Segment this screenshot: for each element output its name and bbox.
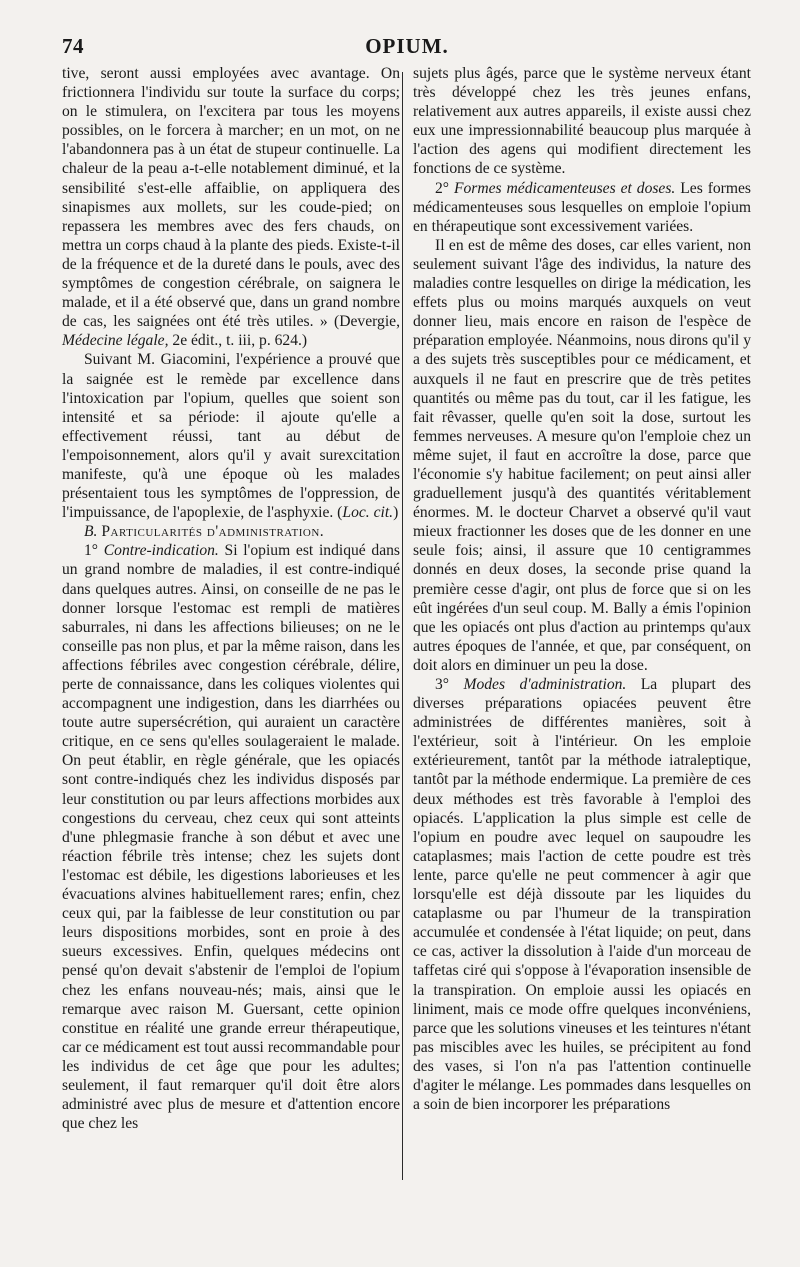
paragraph-contre-indication: 1° Contre-indication. Si l'opium est indiqué dans un grand nombre de maladies, il est contre-indiqué dans quelques autres. Ainsi, on conseille de ne pas le donner lorsque l'estomac est rempli de matières saburrales, ni dans les affections bilieuses; on ne le conseille pas non plus, et par la même raison, dans les affections fébriles avec congestion cérébrale, délire, perte de connaissance, dans les coliques violentes qui accompagnent une indigestion, dans les diarrhées ou toute autre supersécrétion, qui auraient un caractère critique, en ce sens qu'elles soulageraient le malade. On peut établir, en règle générale, que les opiacés sont contre-indiqués chez les individus disposés par leur constitution ou par leurs affections morbides aux congestions du cerveau, chez ceux qui sont atteints d'une phlegmasie franche à son début et avec une réaction fébrile très intense; chez les sujets dont l'estomac est débile, les digestions laborieuses et les évacuations alvines habituellement rares; enfin, chez ceux qui, par la faiblesse de leur constitution ou par leurs dispositions morbides, sont en proie à des sueurs excessives. Enfin, quelques médecins ont pensé qu'on devait s'abstenir de l'emploi de l'opium chez les enfans nouveau-nés; mais, ainsi que le remarque avec raison M. Guersant, cette opinion constitue en réalité une grande erreur thérapeutique, car ce médicament est tout aussi recommandable pour les individus de cet âge que pour les adultes; seulement, il faut remarquer qu'il doit être alors administré avec plus de mesure et d'attention encore que chez les — [62, 542, 400, 1133]
subsection-title-modes: Modes d'administration. — [463, 676, 627, 693]
subsection-number: 3° — [435, 676, 450, 693]
paragraph-formes: 2° Formes médicamenteuses et doses. Les formes médicamenteuses sous lesquelles on emploie l'opium en thérapeutique sont excessivement variées. — [413, 179, 751, 235]
left-column — [62, 64, 400, 1133]
subsection-number: 1° — [84, 542, 99, 560]
section-b-title: Particularités d'administration. — [101, 523, 325, 541]
section-b-heading: B. Particularités d'administration. — [84, 523, 325, 541]
column-divider — [402, 72, 403, 1180]
citation-medecine-legale: Médecine légale, — [62, 332, 169, 350]
paragraph-continued: tive, seront aussi employées avec avantage. On frictionnera l'individu sur toute la surface du corps; on le stimulera, on l'excitera par tous les moyens possibles, on le forcera à marcher; en un mot, on ne l'abandonnera pas à un état de stupeur continuelle. La chaleur de la peau a-t-elle notablement diminué, et la sensibilité s'est-elle affaiblie, on appliquera des sinapismes aux mollets, sur les coude-pied; on repassera les membres avec des fers chauds, on mettra un corps chaud à la plante des pieds. Existe-t-il de la fréquence et de la dureté dans le pouls, avec des symptômes de congestion cérébrale, on saignera le malade, et il a été observé que, dans un grand nombre de cas, les saignées ont été très utiles. » (Devergie, Médecine légale, 2e édit., t. iii, p. 624.) — [62, 65, 400, 350]
paragraph-continued-right: sujets plus âgés, parce que le système nerveux étant très développé chez les très jeunes enfans, relativement aux autres appareils, il existe aussi chez eux une impressionnabilité beaucoup plus marquée à l'action des agens qui modifient directement les fonctions de ce système. — [413, 65, 751, 178]
subsection-title-contre-indication: Contre-indication. — [103, 542, 219, 560]
paragraph-giacomini: Suivant M. Giacomini, l'expérience a prouvé que la saignée est le remède par excellence dans l'intoxication par l'opium, quelles que soient son intensité et sa période: il ajoute qu'elle a effectivement réussi, tant au début de l'empoisonnement, alors qu'il y avait surexcitation manifeste, qu'à une époque où les malades présentaient tous les symptômes de l'oppression, de l'impuissance, de l'apoplexie, de l'asphyxie. (Loc. cit.) — [62, 351, 400, 522]
running-title: OPIUM. — [365, 34, 449, 58]
subsection-number: 2° — [435, 179, 450, 197]
paragraph-modes: 3° Modes d'administration. La plupart des diverses préparations opiacées peuvent être administrées de différentes manières, soit à l'extérieur, soit à l'intérieur. On les emploie extérieurement, tantôt par la méthode iatraleptique, tantôt par la méthode endermique. La première de ces deux méthodes est très favorable à l'emploi des opiacés. L'application la plus simple est celle de l'opium en poudre avec lequel on saupoudre les cataplasmes; mais l'action de cette poudre est très lente, parce qu'elle ne peut commencer à agir que lorsqu'elle est déjà dissoute par les liquides du cataplasme ou par l'humeur de la transpiration accumulée et condensée à l'état liquide; on peut, dans ce cas, activer la dissolution à l'aide d'un morceau de taffetas ciré qui s'oppose à l'évaporation insensible de la transpiration. On emploie aussi les opiacés en liniment, mais ce mode offre quelques inconvéniens, parce que les solutions vineuses et les teintures n'étant pas miscibles avec les huiles, se précipitent au fond des vases, si l'on n'a pas l'attention continuelle d'agiter le mélange. Les pommades dans lesquelles on a soin de bien incorporer les préparations — [413, 676, 751, 1114]
page-number: 74 — [62, 34, 84, 58]
citation-loc-cit: Loc. cit. — [342, 504, 394, 522]
paragraph-doses: Il en est de même des doses, car elles varient, non seulement suivant l'âge des individus, la nature des maladies contre lesquelles on dirige la médication, les effets plus ou moins marqués auxquels on veut donner lieu, mais encore en raison de l'espèce de préparation employée. Néanmoins, nous dirons qu'il y a des sujets très susceptibles pour ce médicament, et auxquels il ne faut en prescrire que de très petites quantités ou même pas du tout, car il les fatigue, les fait rêvasser, quelle qu'en soit la dose, surtout les femmes nerveuses. A mesure qu'on l'emploie chez un même sujet, il faut en accroître la dose, parce que l'économie s'y habitue facilement; on peut ainsi aller graduellement jusqu'à des quantités véritablement énormes. M. le docteur Charvet a observé qu'il vaut mieux fractionner les doses que de les donner en une seule fois; ainsi, il assure que 10 centigrammes donnés en deux doses, la seconde prise quand la première cesse d'agir, ont plus de force que si on les eût ingérées d'un seul coup. M. Bally a émis l'opinion que les opiacés ont plus d'action au printemps qu'aux autres époques de l'année, et que, par conséquent, on doit alors en diminuer un peu la dose. — [413, 236, 751, 674]
page-header — [62, 34, 752, 64]
right-column — [413, 64, 751, 1114]
subsection-title-formes: Formes médicamenteuses et doses. — [453, 179, 676, 197]
